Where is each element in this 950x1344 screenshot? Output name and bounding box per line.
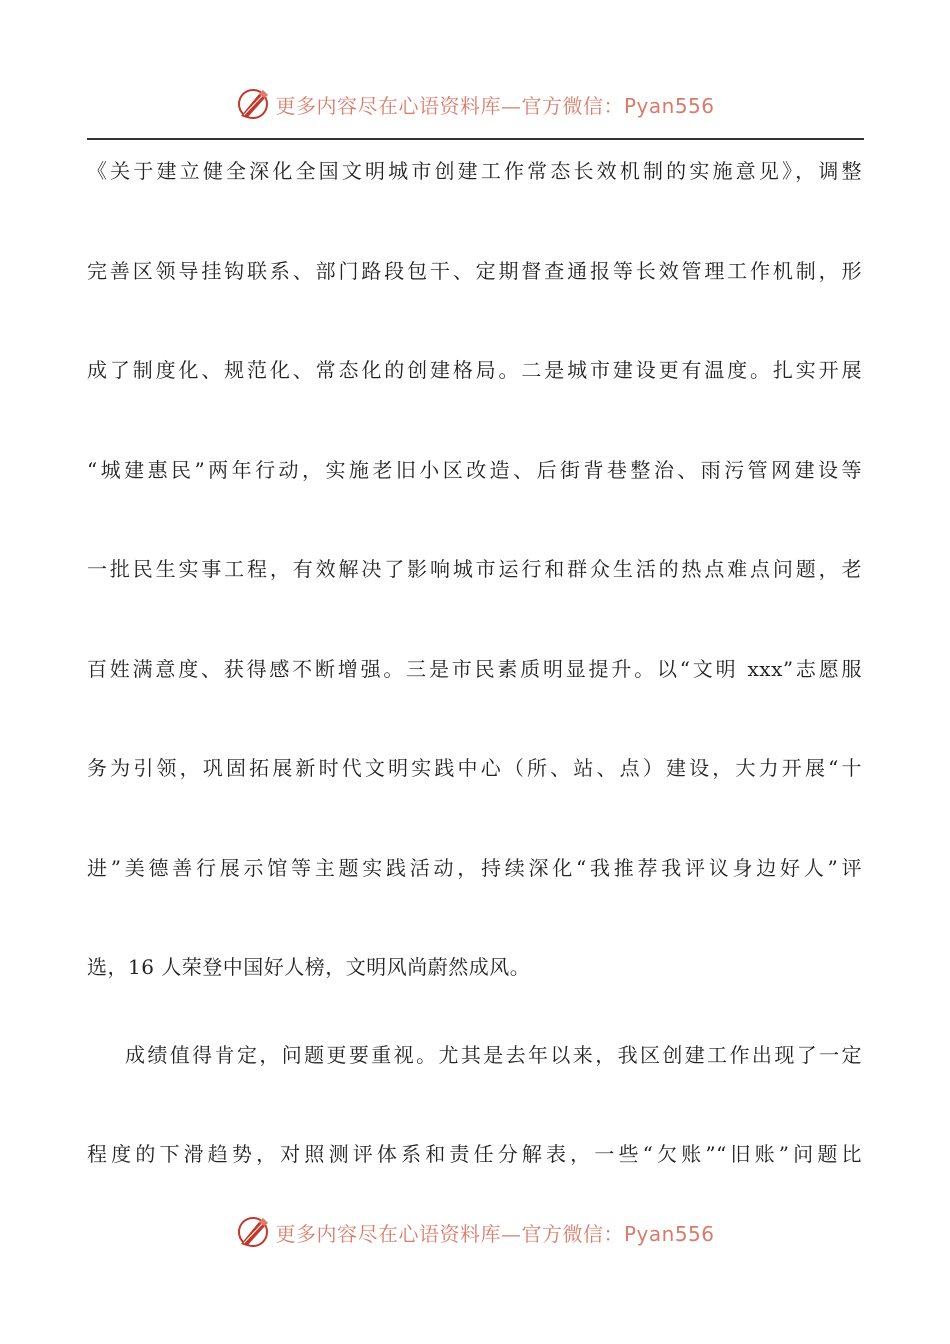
header-banner [0,84,950,124]
body-line: 百姓满意度、获得感不断增强。三是市民素质明显提升。以“文明 xxx”志愿服 [87,657,862,681]
header-wechat-id: Pyan556 [623,93,715,118]
body-line: 成绩值得肯定，问题更要重视。尤其是去年以来，我区创建工作出现了一定 [125,1043,862,1067]
body-line: 选，16 人荣登中国好人榜，文明风尚蔚然成风。 [87,955,531,979]
header-banner-text: 更多内容尽在心语资料库—官方微信：Pyan556 [275,93,715,118]
body-line: 务为引领，巩固拓展新时代文明实践中心（所、站、点）建设，大力开展“十 [87,756,862,780]
body-line: 《关于建立健全深化全国文明城市创建工作常态长效机制的实施意见》，调整 [87,159,862,183]
footer-banner-text: 更多内容尽在心语资料库—官方微信：Pyan556 [275,1221,715,1246]
body-line: 完善区领导挂钩联系、部门路段包干、定期督查通报等长效管理工作机制，形 [87,259,862,283]
footer-wechat-id: Pyan556 [623,1221,715,1246]
body-line: 进”美德善行展示馆等主题实践活动，持续深化“我推荐我评议身边好人”评 [87,856,862,880]
body-line: 一批民生实事工程，有效解决了影响城市运行和群众生活的热点难点问题，老 [87,557,862,581]
header-divider [87,138,864,140]
body-line: 成了制度化、规范化、常态化的创建格局。二是城市建设更有温度。扎实开展 [87,358,862,382]
body-line: “城建惠民”两年行动，实施老旧小区改造、后街背巷整治、雨污管网建设等 [87,458,862,482]
pen-nib-logo-icon [235,1214,271,1250]
body-line: 程度的下滑趋势，对照测评体系和责任分解表，一些“欠账”“旧账”问题比 [87,1142,862,1166]
pen-nib-logo-icon [235,86,271,122]
footer-banner [0,1212,950,1252]
